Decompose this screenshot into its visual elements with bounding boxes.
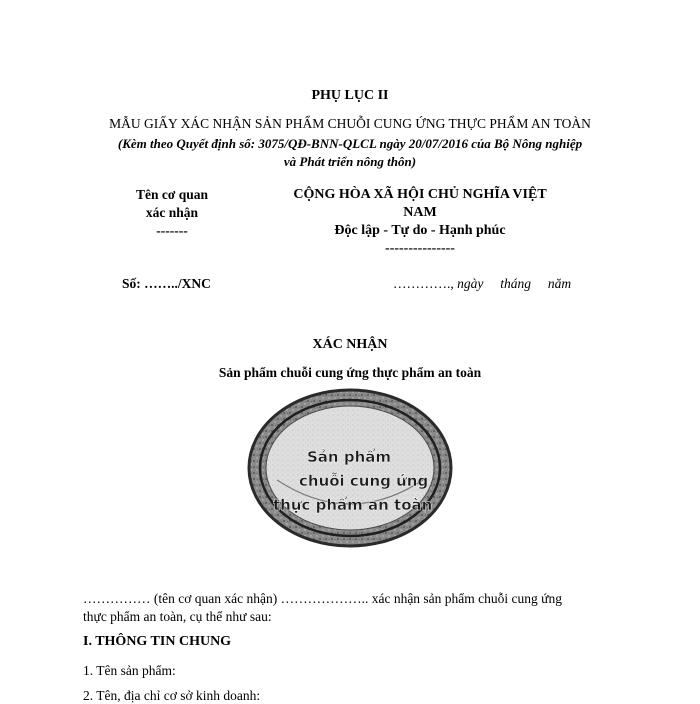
section-title: I. THÔNG TIN CHUNG	[83, 634, 232, 649]
agency-rule: -------	[156, 223, 188, 238]
confirmation-heading: XÁC NHẬN	[312, 337, 388, 352]
national-heading	[270, 186, 570, 258]
dateline	[393, 276, 571, 292]
paragraph-line-1: …………… (tên cơ quan xác nhận) ……………….. xác nhận sản phẩm chuỗi cung ứng	[83, 591, 562, 606]
appendix-subtitle: MẪU GIẤY XÁC NHẬN SẢN PHẨM CHUỖI CUNG ỨNG THỰC PHẨM AN TOÀN	[109, 116, 591, 131]
confirmation-paragraph	[83, 590, 623, 626]
paragraph-line-2: thực phẩm an toàn, cụ thể như sau:	[83, 609, 272, 624]
decree-reference	[60, 135, 640, 171]
decree-line-2: và Phát triển nông thôn)	[283, 154, 417, 169]
dateline-year: năm	[547, 276, 572, 291]
seal-text-line-2: chuỗi cung ứng	[299, 472, 429, 490]
document-number: Số: ……../XNC	[122, 276, 211, 291]
motto-rule: ---------------	[385, 241, 455, 256]
dateline-place: ………….,	[393, 276, 458, 291]
seal-text-line-3: thực phẩm an toàn	[273, 496, 433, 514]
issuing-agency	[112, 186, 232, 240]
safe-food-chain-seal	[247, 388, 453, 548]
agency-line-1: Tên cơ quan	[136, 187, 208, 202]
nation-line-1: CỘNG HÒA XÃ HỘI CHỦ NGHĨA VIỆT	[293, 187, 547, 202]
nation-line-2: NAM	[403, 205, 437, 220]
list-item-product-name: 1. Tên sản phẩm:	[83, 663, 176, 678]
decree-line-1: (Kèm theo Quyết định số: 3075/QĐ-BNN-QLCL ngày 20/07/2016 của Bộ Nông nghiệp	[117, 136, 583, 151]
agency-line-2: xác nhận	[145, 205, 199, 220]
dateline-month: tháng	[500, 276, 532, 291]
appendix-title: PHỤ LỤC II	[311, 88, 389, 103]
seal-text-line-1: Sản phẩm	[307, 448, 391, 466]
dateline-day: ngày	[457, 276, 484, 291]
list-item-business-address: 2. Tên, địa chỉ cơ sở kinh doanh:	[83, 688, 261, 703]
confirmation-subheading: Sản phẩm chuỗi cung ứng thực phẩm an toàn	[218, 365, 482, 380]
motto: Độc lập - Tự do - Hạnh phúc	[334, 223, 506, 238]
